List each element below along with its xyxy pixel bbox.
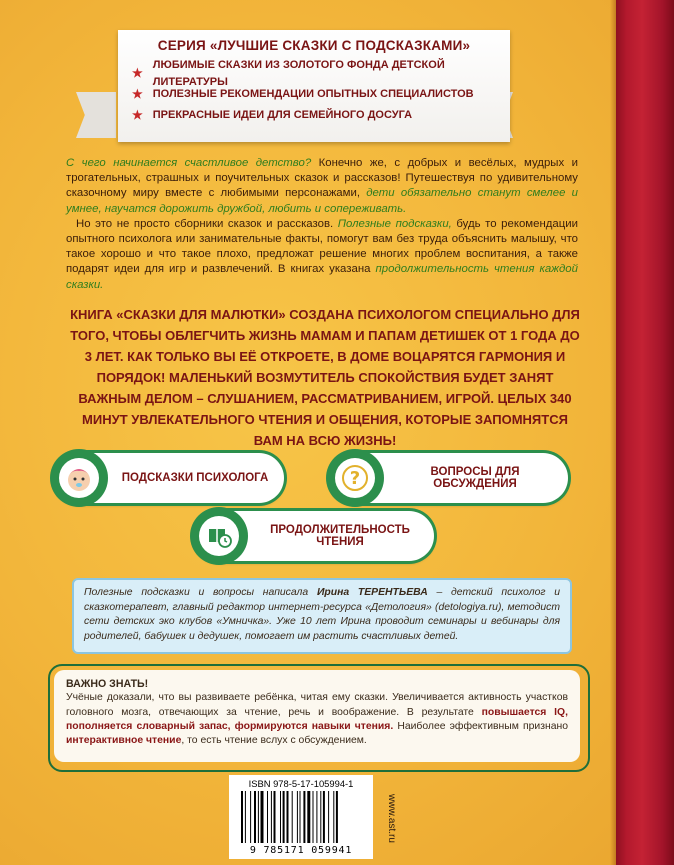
important-heading: ВАЖНО ЗНАТЬ! — [66, 678, 149, 690]
series-banner — [118, 30, 510, 142]
book-clock-icon — [199, 516, 239, 556]
pill-label: ПРОДОЛЖИТЕЛЬНОСТЬ ЧТЕНИЯ — [270, 524, 410, 548]
barcode-digits: 9 785171 059941 — [249, 845, 353, 856]
isbn-number: ISBN 978-5-17-105994-1 — [248, 778, 354, 789]
pill-discussion-questions — [330, 453, 568, 503]
publisher-website: www.ast.ru — [386, 793, 397, 843]
barcode-bars — [241, 791, 361, 845]
question-mark-icon — [335, 458, 375, 498]
important-box: ВАЖНО ЗНАТЬ! Учёные доказали, что вы развиваете ребёнка, читая ему сказки. Увеличивается активность участков головного мозга, отвечающих за чтение, речь и воображение. В результате повышается IQ, пополняется словарный запас, формируются навыки чтения. Наиболее эффективным признано интерактивное чтение, то есть чтение вслух с обсуждением. — [54, 670, 580, 762]
star-icon: ★ — [132, 87, 143, 101]
intro-paragraph-2: Но это не просто сборники сказок и рассказов. Полезные подсказки, будь то рекомендации опытного психолога или занимательные факты, помогут вам без труда объяснить малышу, что такое хорошо и что такое плохо, предложат решение многих проблем воспитания, а также подарят идеи для игр и развлечений. В книгах указана продолжительность чтения каждой сказки. — [66, 217, 578, 291]
intro-paragraph-1: С чего начинается счастливое детство? Конечно же, с добрых и весёлых, мудрых и трогательных, страшных и поучительных сказок и рассказов! Путешествуя по удивительному сказочному миру вместе с любимыми персонажами, дети обязательно станут смелее и умнее, научатся дорожить дружбой, любить и сопереживать. — [66, 157, 578, 215]
series-features — [132, 58, 510, 126]
book-spine — [616, 0, 674, 865]
book-description: КНИГА «СКАЗКИ ДЛЯ МАЛЮТКИ» СОЗДАНА ПСИХОЛОГОМ СПЕЦИАЛЬНО ДЛЯ ТОГО, ЧТОБЫ ОБЛЕГЧИТЬ ЖИЗНЬ МАМАМ И ПАПАМ ДЕТИШЕК ОТ 1 ГОДА ДО 3 ЛЕТ. КАК ТОЛЬКО ВЫ ЕЁ ОТКРОЕТЕ, В ДОМЕ ВОЦАРЯТСЯ ГАРМОНИЯ И ПОРЯДОК! МАЛЕНЬКИЙ ВОЗМУТИТЕЛЬ СПОКОЙСТВИЯ БУДЕТ ЗАНЯТ ВАЖНЫМ ДЕЛОМ – СЛУШАНИЕМ, РАССМАТРИВАНИЕМ, ИГРОЙ. ЦЕЛЫХ 340 МИНУТ УВЛЕКАТЕЛЬНОГО ЧТЕНИЯ И ОБЩЕНИЯ, КОТОРЫЕ ЗАПОМНЯТСЯ ВАМ НА ВСЮ ЖИЗНЬ! — [70, 307, 580, 448]
star-icon: ★ — [132, 66, 143, 80]
pill-psychologist-tips — [54, 453, 284, 503]
pill-label: ВОПРОСЫ ДЛЯ ОБСУЖДЕНИЯ — [430, 466, 520, 490]
author-name: Ирина ТЕРЕНТЬЕВА — [316, 587, 428, 598]
pill-reading-duration — [194, 511, 434, 561]
barcode — [229, 775, 373, 859]
series-title: СЕРИЯ «ЛУЧШИЕ СКАЗКИ С ПОДСКАЗКАМИ» — [157, 38, 471, 53]
author-info-box: Полезные подсказки и вопросы написала Ирина ТЕРЕНТЬЕВА – детский психолог и сказкотерапевт, главный редактор интернет-ресурса «Детология» (detologiya.ru), методист сети детских эко клубов «Умничка». Уже 10 лет Ирина проводит семинары и вебинары для родителей, бабушек и дедушек, помогает им растить счастливых детей. — [72, 578, 572, 654]
pill-label: ПОДСКАЗКИ ПСИХОЛОГА — [121, 472, 269, 484]
svg-text:?: ? — [349, 468, 361, 489]
feature-item: ★ ПОЛЕЗНЫЕ РЕКОМЕНДАЦИИ ОПЫТНЫХ СПЕЦИАЛИСТОВ — [132, 87, 474, 101]
baby-face-icon — [59, 458, 99, 498]
star-icon: ★ — [132, 108, 143, 122]
intro-text — [66, 156, 578, 293]
feature-item: ★ ЛЮБИМЫЕ СКАЗКИ ИЗ ЗОЛОТОГО ФОНДА ДЕТСКОЙ ЛИТЕРАТУРЫ — [132, 58, 445, 88]
feature-item: ★ ПРЕКРАСНЫЕ ИДЕИ ДЛЯ СЕМЕЙНОГО ДОСУГА — [132, 108, 413, 122]
